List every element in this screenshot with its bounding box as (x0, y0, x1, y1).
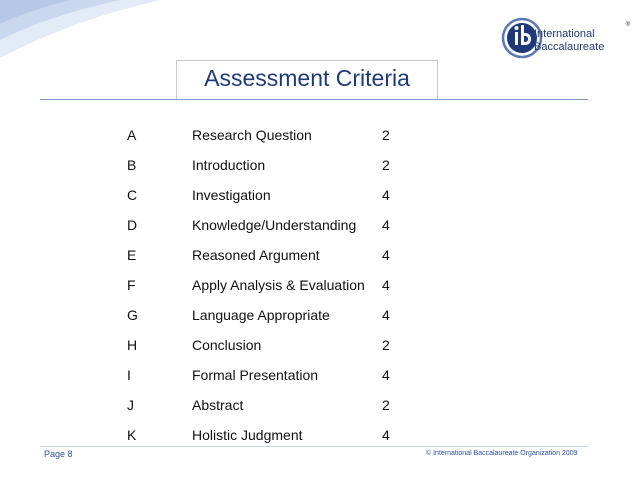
criterion-points: 4 (382, 187, 390, 203)
logo-line-2: Baccalaureate (534, 41, 605, 53)
criterion-letter: I (127, 367, 131, 383)
criterion-name: Conclusion (192, 337, 262, 353)
criterion-points: 4 (382, 427, 390, 443)
copyright-notice: © International Baccalaureate Organization 2009 (426, 450, 578, 457)
header-swoosh-graphic (0, 0, 170, 62)
criterion-points: 2 (382, 127, 390, 143)
criterion-name: Apply Analysis & Evaluation (192, 277, 365, 293)
criterion-points: 2 (382, 337, 390, 353)
criterion-name: Introduction (192, 157, 266, 173)
criterion-name: Abstract (192, 397, 244, 413)
criterion-points: 4 (382, 307, 390, 323)
criterion-name: Knowledge/Understanding (192, 217, 357, 233)
page-title: Assessment Criteria (204, 65, 410, 91)
criterion-name: Reasoned Argument (192, 247, 320, 263)
criterion-name: Formal Presentation (192, 367, 319, 383)
criterion-name: Holistic Judgment (192, 427, 303, 443)
criterion-letter: K (127, 427, 137, 443)
title-divider (40, 99, 588, 100)
logo-line-1: International (534, 28, 595, 40)
criterion-points: 2 (382, 397, 390, 413)
criterion-points: 4 (382, 247, 390, 263)
criterion-points: 4 (382, 217, 390, 233)
criterion-letter: C (127, 187, 138, 203)
logo-trademark: ® (625, 22, 630, 28)
criterion-points: 4 (382, 367, 390, 383)
criterion-points: 4 (382, 277, 390, 293)
criterion-letter: B (127, 157, 137, 173)
criterion-letter: D (127, 217, 138, 233)
ib-logo-wordmark (534, 28, 604, 54)
criterion-letter: A (127, 127, 137, 143)
criterion-name: Investigation (192, 187, 271, 203)
criterion-letter: G (127, 307, 138, 323)
criterion-letter: H (127, 337, 138, 353)
ib-logo (500, 14, 630, 64)
page-number: Page 8 (44, 449, 73, 459)
criterion-name: Research Question (192, 127, 312, 143)
criterion-letter: J (127, 397, 134, 413)
criterion-points: 2 (382, 157, 390, 173)
criterion-letter: E (127, 247, 137, 263)
footer-divider (40, 446, 588, 447)
criterion-letter: F (127, 277, 136, 293)
criterion-name: Language Appropriate (192, 307, 330, 323)
